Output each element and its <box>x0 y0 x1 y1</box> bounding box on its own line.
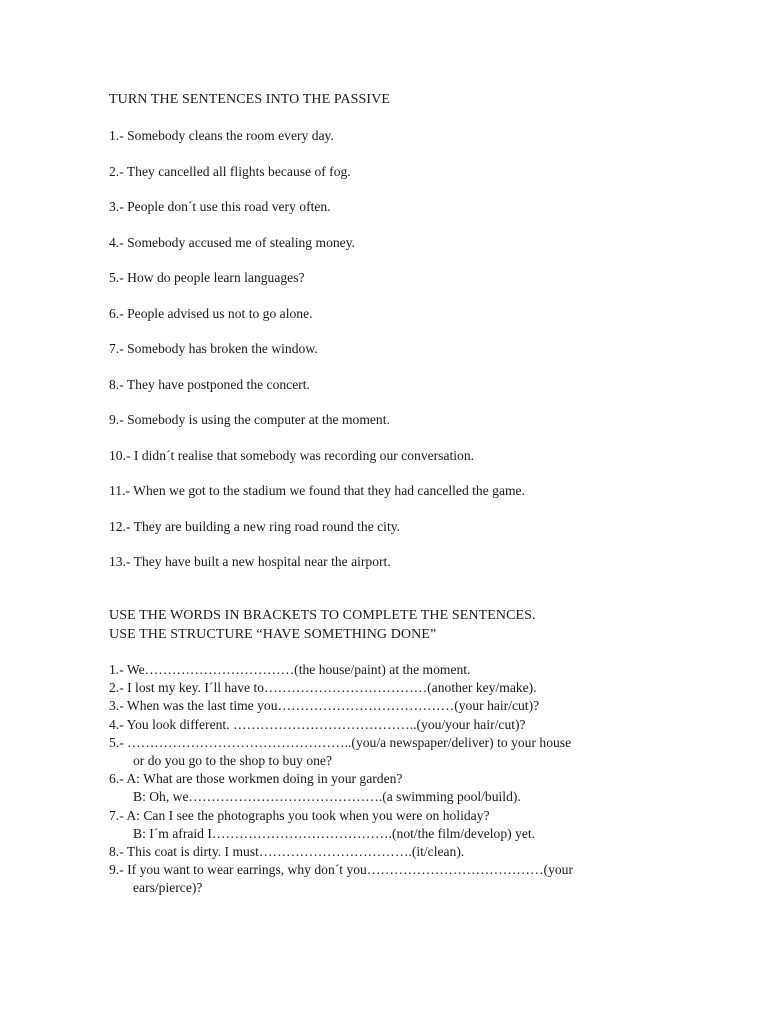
exercise-item: 3.- People don´t use this road very often. <box>109 199 331 214</box>
exercise-item: 11.- When we got to the stadium we found that they had cancelled the game. <box>109 483 525 498</box>
exercise-continuation: or do you go to the shop to buy one? <box>133 753 332 769</box>
exercise-item <box>109 734 669 770</box>
exercise-item: 7.- Somebody has broken the window. <box>109 341 318 356</box>
exercise-text: 6.- A: What are those workmen doing in your garden? <box>109 771 403 787</box>
exercise-text: 4.- You look different. …………………………………..(you/your hair/cut)? <box>109 716 526 732</box>
exercise-item: 13.- They have built a new hospital near the airport. <box>109 554 391 569</box>
exercise-item: 9.- Somebody is using the computer at the moment. <box>109 412 390 427</box>
exercise-text: 1.- We……………………………(the house/paint) at the moment. <box>109 662 471 677</box>
section1-heading: TURN THE SENTENCES INTO THE PASSIVE <box>109 92 391 107</box>
exercise-item <box>109 716 669 734</box>
exercise-text: 2.- I lost my key. I´ll have to………………………………(another key/make). <box>109 680 537 696</box>
exercise-item: 8.- They have postponed the concert. <box>109 376 310 392</box>
section2-heading-line1: USE THE WORDS IN BRACKETS TO COMPLETE THE SENTENCES. <box>109 608 536 623</box>
exercise-item <box>109 843 669 861</box>
exercise-text: 3.- When was the last time you…………………………………(your hair/cut)? <box>109 698 540 714</box>
exercise-item: 2.- They cancelled all flights because of fog. <box>109 163 351 179</box>
exercise-item: 6.- People advised us not to go alone. <box>109 305 313 321</box>
exercise-item <box>109 770 669 806</box>
exercise-item <box>109 861 669 897</box>
exercise-text: 9.- If you want to wear earrings, why don´t you…………………………………(your <box>109 862 573 878</box>
passive-exercise-list <box>109 124 525 586</box>
exercise-item: 12.- They are building a new ring road round the city. <box>109 518 401 534</box>
exercise-text: 8.- This coat is dirty. I must…………………………….(it/clean). <box>109 844 465 860</box>
exercise-item <box>109 661 669 679</box>
exercise-text: 7.- A: Can I see the photographs you took when you were on holiday? <box>109 807 490 823</box>
exercise-continuation: ears/pierce)? <box>133 880 203 896</box>
have-something-done-list <box>109 661 669 898</box>
section2-heading-line2: USE THE STRUCTURE “HAVE SOMETHING DONE” <box>109 627 437 642</box>
exercise-item <box>109 679 669 697</box>
exercise-item: 10.- I didn´t realise that somebody was recording our conversation. <box>109 447 475 463</box>
exercise-item: 1.- Somebody cleans the room every day. <box>109 128 334 143</box>
exercise-text: 5.- …………………………………………..(you/a newspaper/deliver) to your house <box>109 734 572 750</box>
exercise-continuation: B: I´m afraid I………………………………….(not/the film/develop) yet. <box>133 825 536 841</box>
exercise-continuation: B: Oh, we…………………………………….(a swimming pool/build). <box>133 789 521 805</box>
exercise-item: 5.- How do people learn languages? <box>109 270 305 285</box>
exercise-item <box>109 807 669 843</box>
exercise-item: 4.- Somebody accused me of stealing money. <box>109 234 356 250</box>
exercise-item <box>109 697 669 715</box>
